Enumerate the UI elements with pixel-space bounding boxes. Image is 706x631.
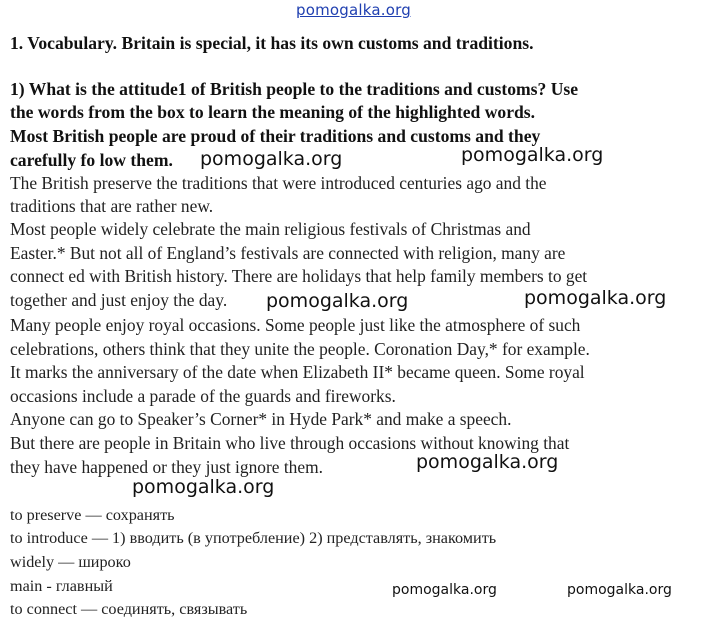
- section-heading: 1. Vocabulary. Britain is special, it has its own customs and traditions.: [10, 33, 534, 53]
- watermark[interactable]: pomogalka.org: [461, 144, 604, 166]
- watermark[interactable]: pomogalka.org: [416, 451, 559, 473]
- body-line: they have happened or they just ignore them.: [10, 457, 323, 477]
- body-line: occasions include a parade of the guards and fireworks.: [10, 386, 396, 406]
- body-line: Anyone can go to Speaker’s Corner* in Hyde Park* and make a speech.: [10, 409, 512, 429]
- body-line: Many people enjoy royal occasions. Some people just like the atmosphere of such: [10, 315, 581, 335]
- body-line: traditions that are rather new.: [10, 196, 214, 216]
- watermark[interactable]: pomogalka.org: [524, 287, 667, 309]
- vocab-item: to preserve — сохранять: [10, 506, 175, 524]
- body-line: It marks the anniversary of the date when Elizabeth II* became queen. Some royal: [10, 362, 585, 382]
- body-line: connect ed with British history. There are holidays that help family members to get: [10, 266, 588, 286]
- watermark[interactable]: pomogalka.org: [266, 290, 409, 312]
- watermark[interactable]: pomogalka.org: [392, 582, 497, 598]
- body-line: celebrations, others think that they unite the people. Coronation Day,* for example.: [10, 339, 590, 359]
- body-line: Most people widely celebrate the main religious festivals of Christmas and: [10, 219, 531, 239]
- task-line: carefully fo low them.: [10, 150, 173, 170]
- task-line: Most British people are proud of their traditions and customs and they: [10, 126, 541, 146]
- watermark[interactable]: pomogalka.org: [132, 476, 275, 498]
- task-line: the words from the box to learn the meaning of the highlighted words.: [10, 102, 536, 122]
- watermark-top[interactable]: pomogalka.org: [296, 1, 411, 19]
- body-line: But there are people in Britain who live through occasions without knowing that: [10, 433, 570, 453]
- body-line: Easter.* But not all of England’s festivals are connected with religion, many are: [10, 243, 566, 263]
- watermark[interactable]: pomogalka.org: [200, 148, 343, 170]
- watermark[interactable]: pomogalka.org: [567, 582, 672, 598]
- vocab-item: widely — широко: [10, 553, 131, 571]
- vocab-item: to connect — соединять, связывать: [10, 600, 248, 618]
- vocab-item: main - главный: [10, 577, 113, 595]
- task-line: 1) What is the attitude1 of British people to the traditions and customs? Use: [10, 79, 579, 99]
- body-line: together and just enjoy the day.: [10, 290, 228, 310]
- body-line: The British preserve the traditions that were introduced centuries ago and the: [10, 173, 547, 193]
- vocab-item: to introduce — 1) вводить (в употребление) 2) представлять, знакомить: [10, 529, 497, 547]
